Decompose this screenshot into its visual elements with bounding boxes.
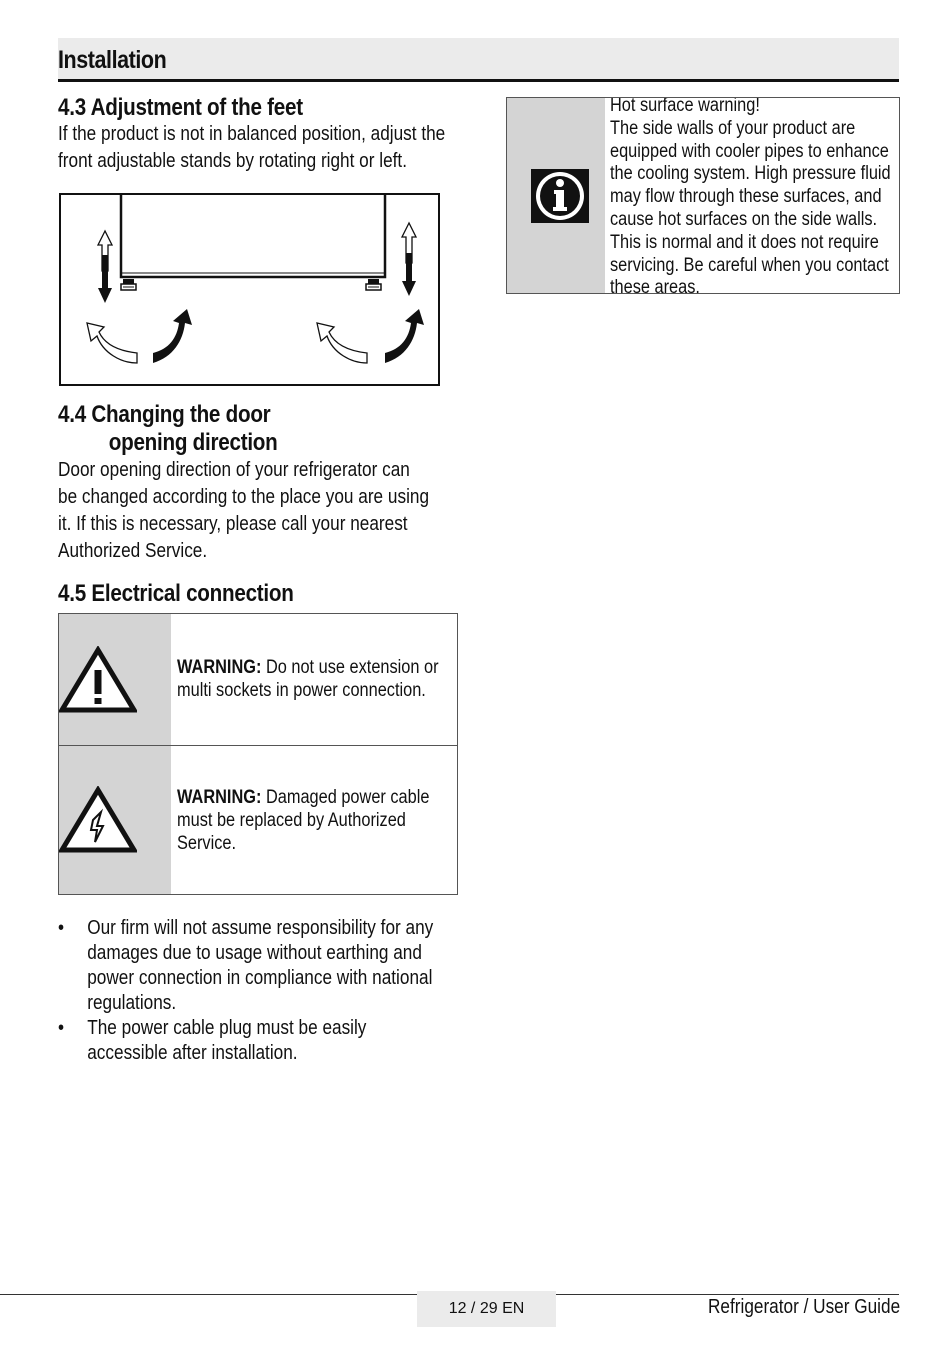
bullet-icon: • bbox=[58, 1017, 65, 1039]
warning-table bbox=[58, 613, 458, 895]
text-line: power connection in compliance with national bbox=[87, 967, 433, 989]
text-line: must be replaced by Authorized bbox=[177, 810, 406, 831]
text-line: The side walls of your product are bbox=[610, 117, 856, 139]
page-number: 12 / 29 EN bbox=[448, 1300, 525, 1317]
heading-adjustment-of-feet: 4.3 Adjustment of the feet bbox=[58, 94, 303, 121]
warning-row bbox=[59, 614, 457, 746]
warning-text bbox=[177, 786, 429, 855]
text-line: servicing. Be careful when you contact bbox=[610, 254, 889, 276]
text-line: damages due to usage without earthing and bbox=[87, 942, 422, 964]
text-line: multi sockets in power connection. bbox=[177, 680, 426, 701]
text-line: Our firm will not assume responsibility for any bbox=[87, 917, 434, 939]
list-item bbox=[58, 916, 433, 1016]
icon-cell bbox=[59, 614, 171, 745]
text-line: Hot surface warning! bbox=[610, 97, 760, 116]
warning-label: WARNING: bbox=[177, 657, 262, 678]
page-title: Installation bbox=[58, 46, 167, 74]
text-line: be changed according to the place you are using bbox=[58, 486, 430, 508]
warning-label: WARNING: bbox=[177, 787, 262, 808]
text-line: accessible after installation. bbox=[87, 1042, 298, 1064]
paragraph-adjustment-of-feet bbox=[58, 121, 445, 175]
info-icon bbox=[531, 169, 589, 223]
section-header bbox=[58, 38, 899, 82]
text-line: If the product is not in balanced position, adjust the bbox=[58, 123, 446, 145]
icon-cell bbox=[59, 746, 171, 894]
text-line: front adjustable stands by rotating right or left. bbox=[58, 150, 407, 172]
electric-hazard-icon bbox=[59, 786, 137, 854]
list-item bbox=[58, 1016, 433, 1066]
heading-changing-door-direction bbox=[58, 401, 278, 457]
right-foot bbox=[366, 279, 381, 290]
bullet-icon: • bbox=[58, 917, 65, 939]
text-line: may flow through these surfaces, and bbox=[610, 186, 882, 208]
text-line: Damaged power cable bbox=[265, 787, 430, 808]
heading-line: opening direction bbox=[108, 429, 278, 456]
text-line: it. If this is necessary, please call your nearest bbox=[58, 513, 408, 535]
text-line: This is normal and it does not require bbox=[610, 231, 879, 253]
warning-row bbox=[59, 746, 457, 894]
text-line: The power cable plug must be easily bbox=[87, 1017, 367, 1039]
bullet-list bbox=[58, 916, 494, 1066]
info-callout bbox=[506, 97, 900, 294]
text-line: Authorized Service. bbox=[58, 540, 208, 562]
icon-cell bbox=[507, 98, 605, 293]
text-line: regulations. bbox=[87, 992, 177, 1014]
text-line: these areas. bbox=[610, 277, 700, 294]
page-number-box bbox=[417, 1291, 556, 1327]
paragraph-door-direction bbox=[58, 457, 429, 565]
text-line: Door opening direction of your refrigerator can bbox=[58, 459, 410, 481]
footer-document-title: Refrigerator / User Guide bbox=[708, 1296, 901, 1318]
text-line: cause hot surfaces on the side walls. bbox=[610, 208, 878, 230]
heading-line: 4.4 Changing the door bbox=[58, 401, 271, 428]
info-text bbox=[610, 97, 891, 294]
text-line: equipped with cooler pipes to enhance bbox=[610, 140, 889, 162]
warning-text bbox=[177, 656, 439, 702]
feet-adjustment-illustration bbox=[59, 193, 440, 386]
text-line: Do not use extension or bbox=[265, 657, 439, 678]
text-line: Service. bbox=[177, 833, 237, 854]
heading-electrical-connection: 4.5 Electrical connection bbox=[58, 580, 294, 607]
left-foot bbox=[121, 279, 136, 290]
text-line: the cooling system. High pressure fluid bbox=[610, 163, 891, 185]
warning-triangle-icon bbox=[59, 646, 137, 714]
